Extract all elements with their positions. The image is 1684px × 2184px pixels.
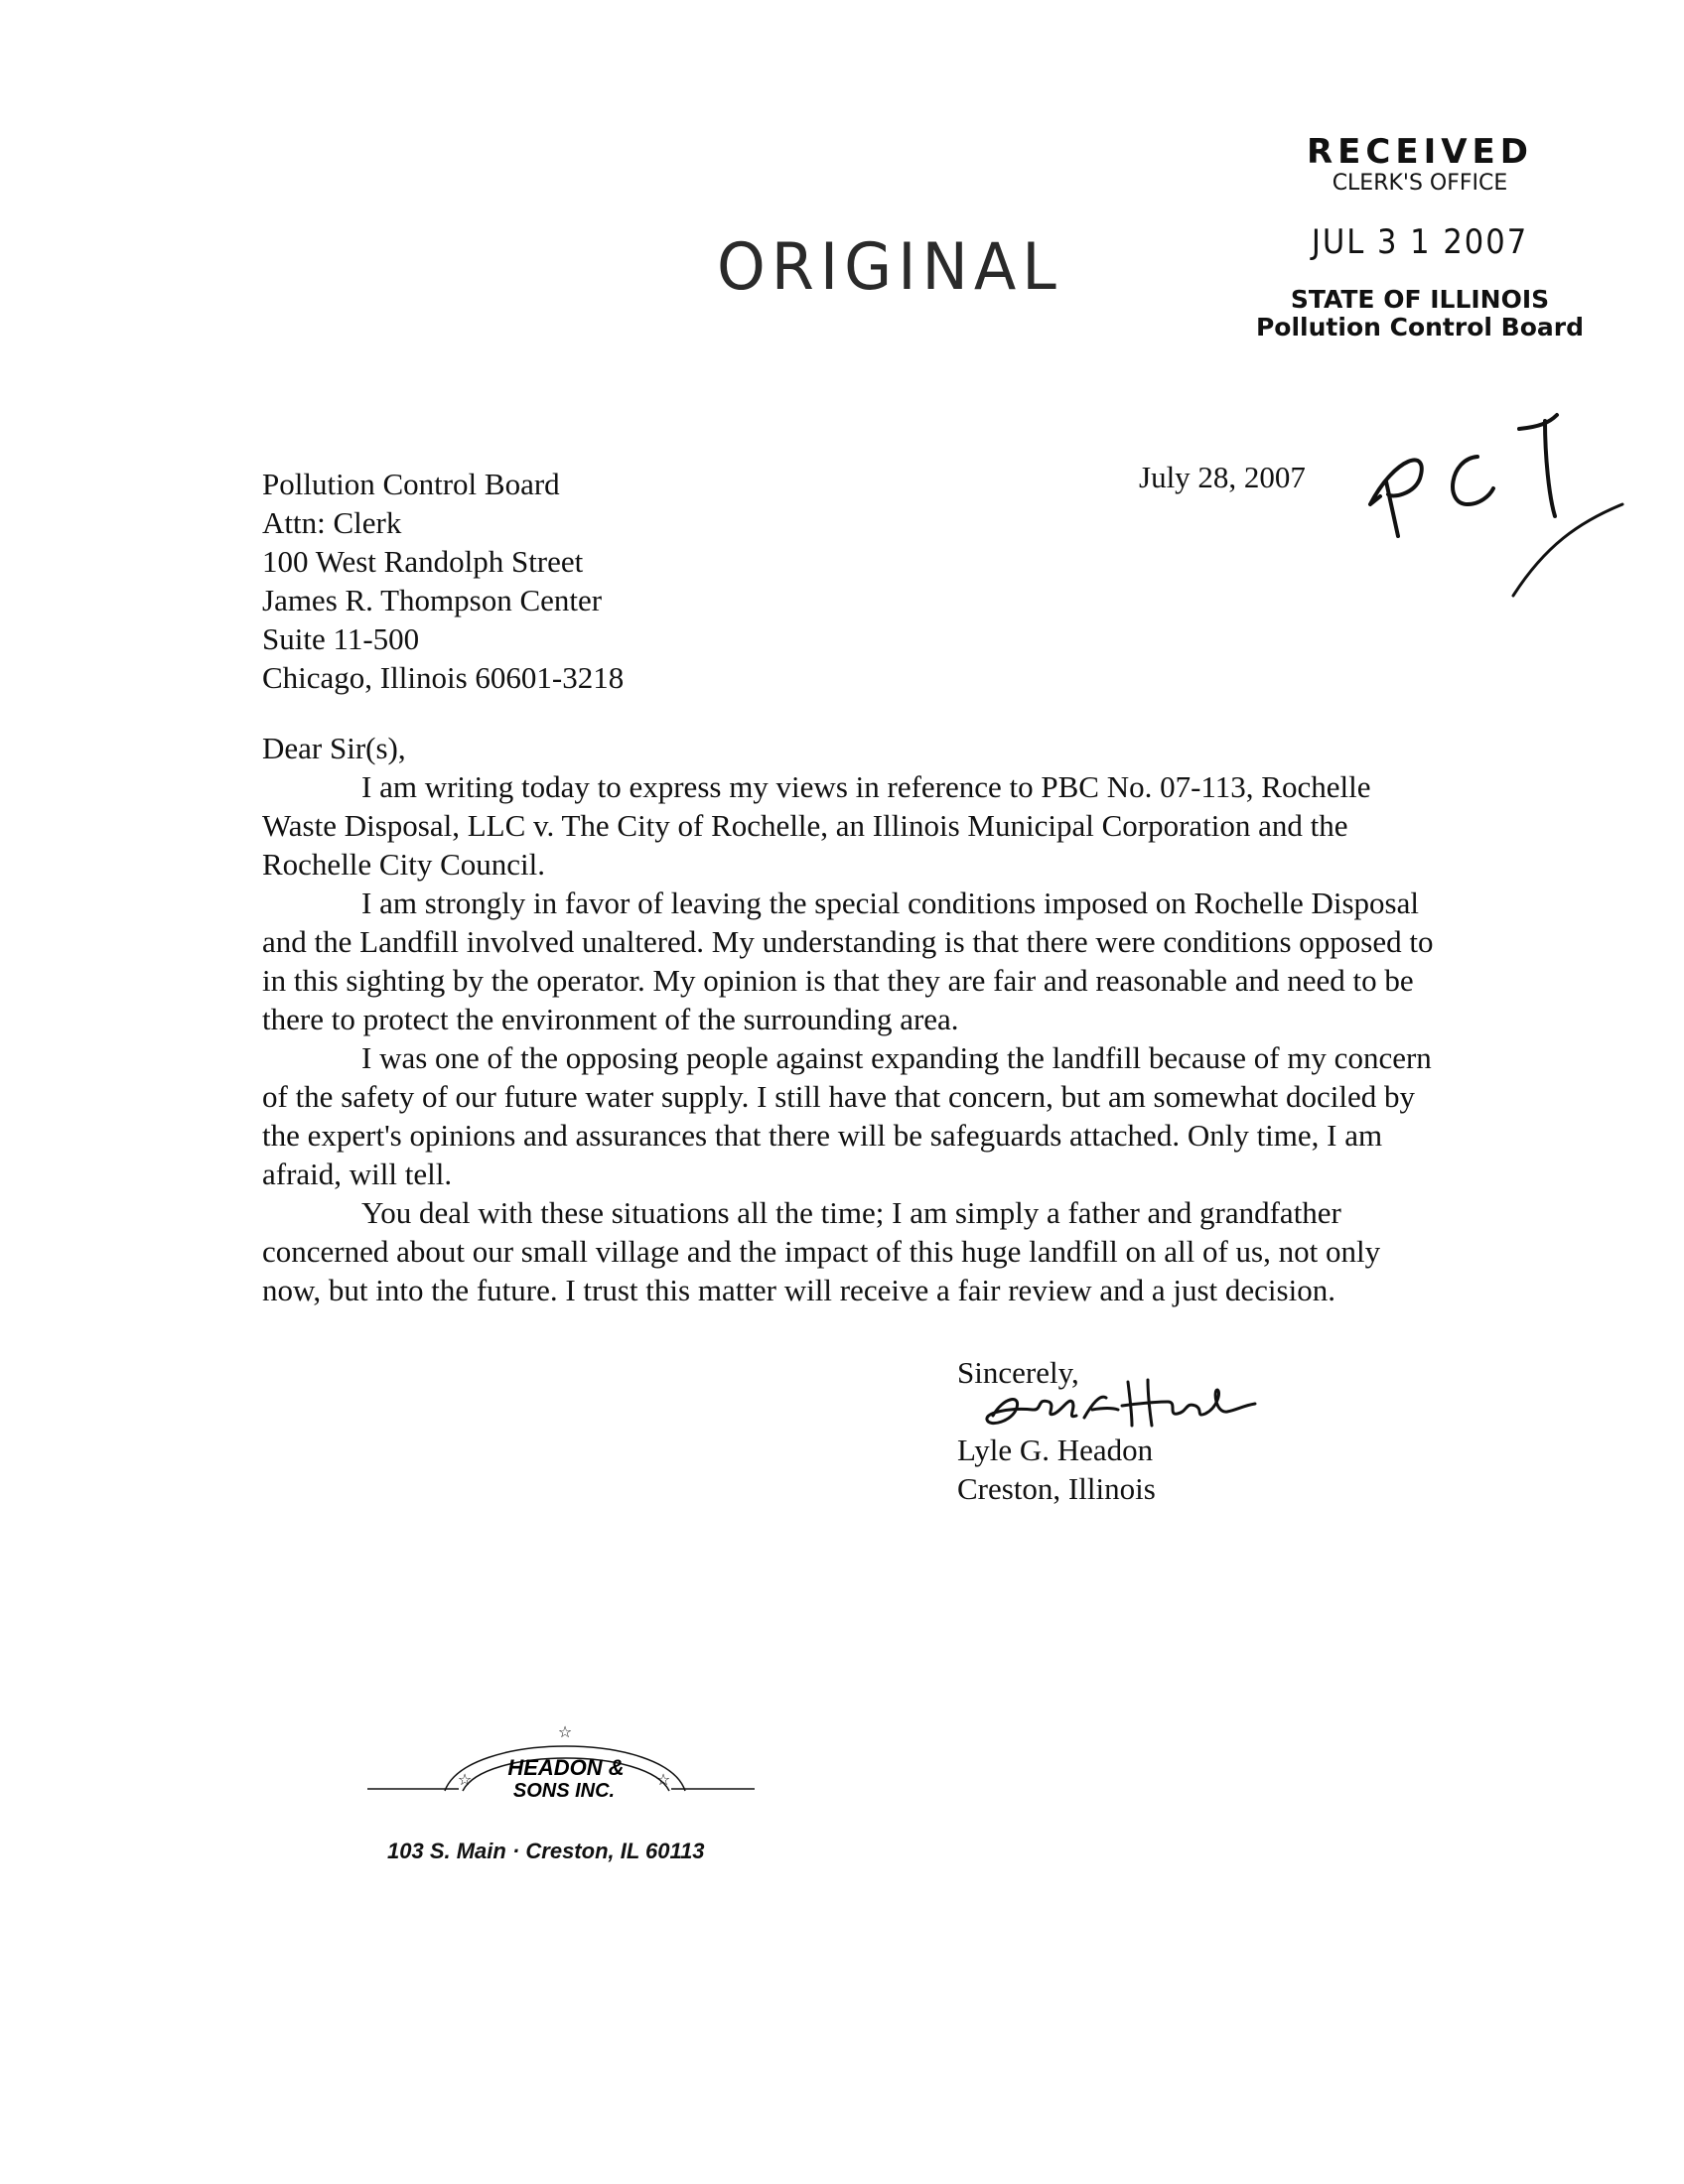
svg-text:☆: ☆ <box>457 1770 473 1789</box>
stamp-office: CLERK'S OFFICE <box>1332 171 1508 196</box>
letter-body <box>262 729 1444 1309</box>
recipient-address <box>262 465 624 697</box>
address-line: 100 West Randolph Street <box>262 544 584 579</box>
closing: Sincerely, <box>957 1355 1079 1390</box>
company-address: 103 S. Main · Creston, IL 60113 <box>387 1839 705 1863</box>
handwritten-signature <box>973 1368 1261 1439</box>
svg-text:☆: ☆ <box>557 1722 573 1741</box>
original-mark: ORIGINAL <box>717 228 1062 305</box>
letter-date: July 28, 2007 <box>1139 460 1306 494</box>
body-paragraph: I am writing today to express my views in reference to PBC No. 07-113, Rochelle Waste Disposal, LLC v. The City of Rochelle, an Illinois Municipal Corporation and the Rochelle City Council. <box>262 769 1371 882</box>
body-paragraph: I was one of the opposing people against expanding the landfill because of my concern of the safety of our future water supply. I still have that concern, but am somewhat dociled by the expert's opinions and assurances that there will be safeguards attached. Only time, I am afraid, will tell. <box>262 1040 1432 1191</box>
address-line: Attn: Clerk <box>262 505 402 540</box>
stamp-board: Pollution Control Board <box>1255 313 1584 341</box>
signer-location: Creston, Illinois <box>957 1471 1156 1506</box>
svg-text:☆: ☆ <box>655 1770 671 1789</box>
body-paragraph: I am strongly in favor of leaving the special conditions imposed on Rochelle Disposal and the Landfill involved unaltered. My understanding is that there were conditions opposed to in this sighting by the operator. My opinion is that they are fair and reasonable and need to be there to protect the environment of the surrounding area. <box>262 886 1434 1036</box>
headon-sons-logo <box>367 1713 765 1833</box>
address-line: Pollution Control Board <box>262 467 560 501</box>
address-line: James R. Thompson Center <box>262 583 603 617</box>
body-paragraph: You deal with these situations all the time; I am simply a father and grandfather concerned about our small village and the impact of this huge landfill on all of us, not only now, but into the future. I trust this matter will receive a fair review and a just decision. <box>262 1195 1381 1307</box>
logo-line-1: HEADON & <box>507 1755 625 1780</box>
handwritten-pc1-mark <box>1340 387 1638 606</box>
signer-name: Lyle G. Headon <box>957 1433 1154 1467</box>
stamp-state: STATE OF ILLINOIS <box>1290 285 1550 314</box>
logo-line-2: SONS INC. <box>512 1780 616 1802</box>
received-stamp <box>1231 133 1609 341</box>
stamp-date: JUL 3 1 2007 <box>1311 222 1529 262</box>
address-line: Chicago, Illinois 60601-3218 <box>262 660 625 695</box>
address-line: Suite 11-500 <box>262 621 420 656</box>
stamp-received: RECEIVED <box>1307 132 1533 172</box>
salutation: Dear Sir(s), <box>262 731 406 765</box>
